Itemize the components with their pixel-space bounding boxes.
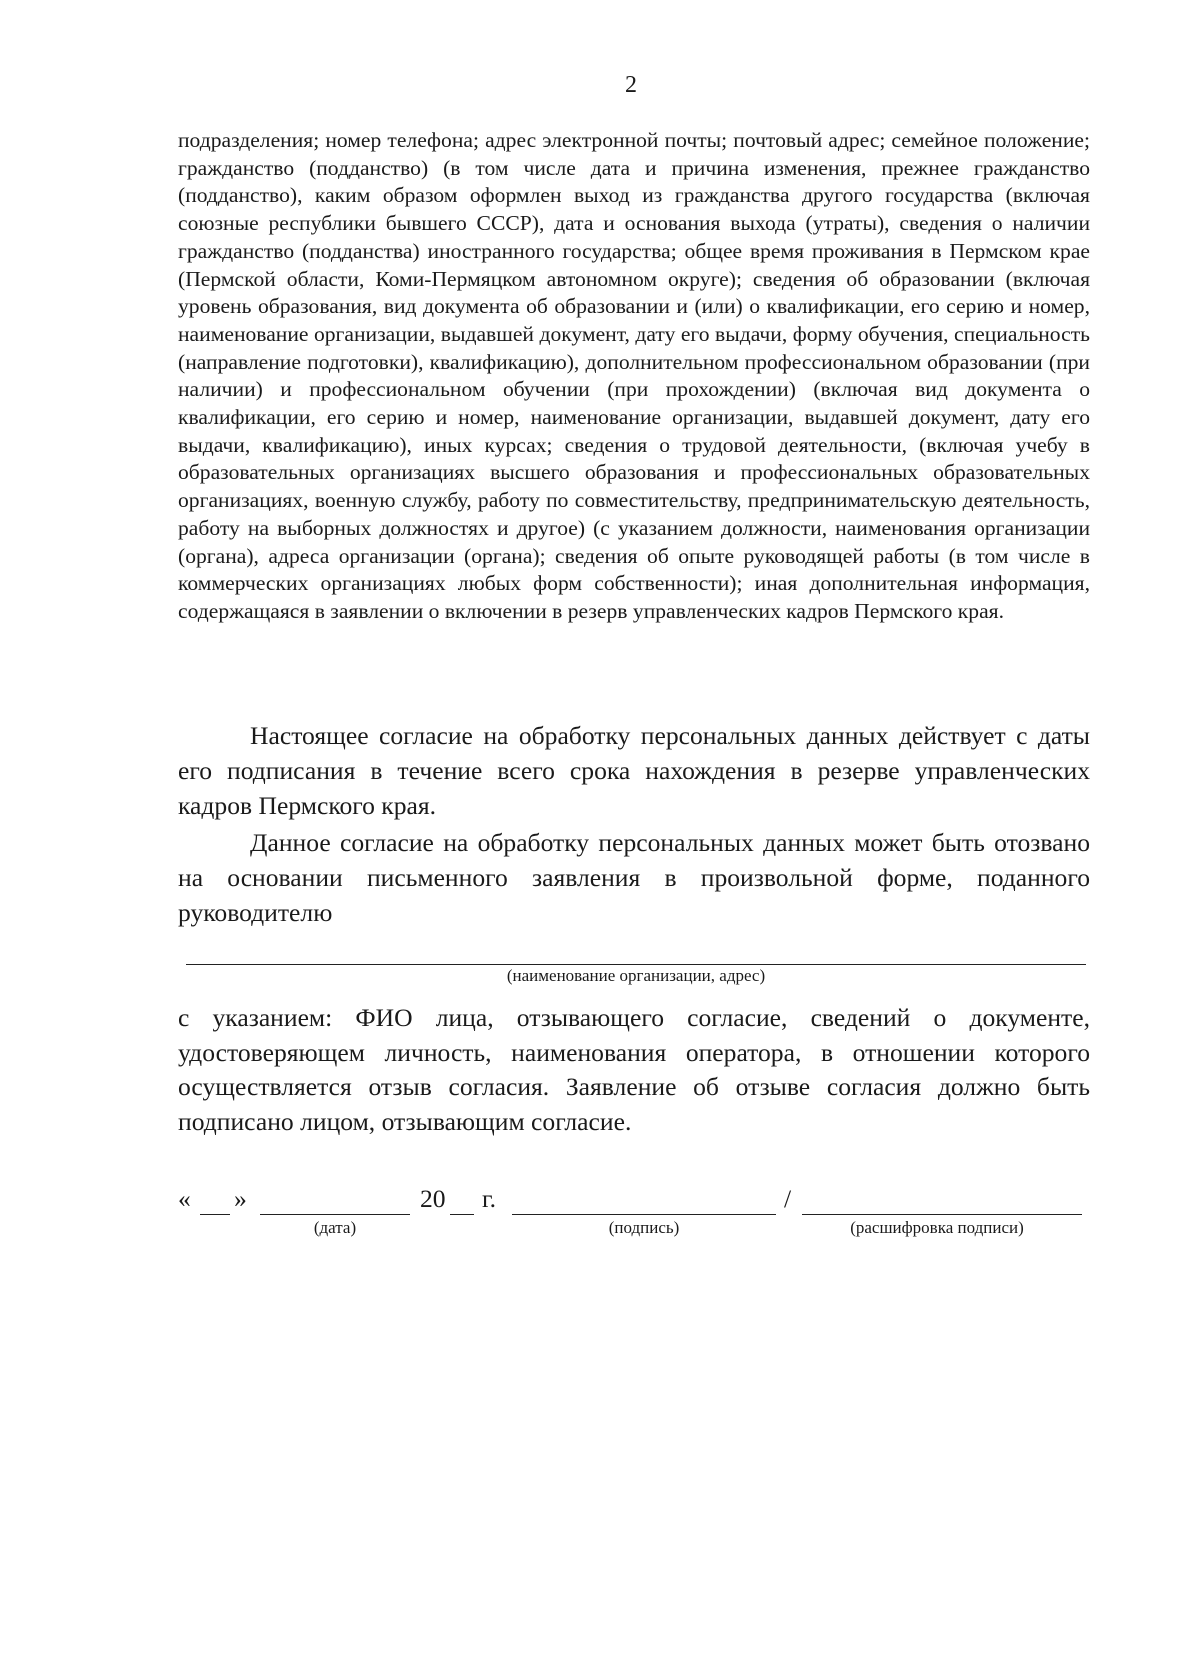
month-fill-line[interactable] [260,1214,410,1215]
year-prefix: 20 [420,1184,446,1213]
decoding-fill-line[interactable] [802,1214,1082,1215]
decoding-caption: (расшифровка подписи) [850,1218,1024,1237]
signature-caption: (подпись) [608,1218,680,1237]
consent-revocation-paragraph: Данное согласие на обработку персональных данных может быть отозвано на основании письменного заявления в произвольной форме, поданного руководителю [178,828,1090,927]
year-suffix: г. [482,1184,497,1213]
signature-fill-line[interactable] [512,1214,776,1215]
day-fill-line[interactable] [200,1214,230,1215]
date-caption: (дата) [313,1218,357,1237]
page-number: 2 [625,72,637,98]
year-fill-line[interactable] [450,1214,474,1215]
signature-slash: / [784,1184,792,1213]
revocation-requirements-paragraph: с указанием: ФИО лица, отзывающего согласие, сведений о документе, удостоверяющем личность, наименования оператора, в отношении которого осуществляется отзыв согласия. Заявление об отзыве согласия должно быть подписано лицом, отзывающим согласие. [178,1003,1090,1136]
organization-fill-line[interactable] [186,964,1086,965]
personal-data-list-paragraph: подразделения; номер телефона; адрес электронной почты; почтовый адрес; семейное положение; гражданство (подданство) (в том числе дата и причина изменения, прежнее гражданство (подданство), каким образом оформлен выход из гражданства другого государства (включая союзные республики бывшего СССР), дата и основания выхода (утраты), сведения о наличии гражданство (подданства) иностранного государства; общее время проживания в Пермском крае (Пермской области, Коми-Пермяцком автономном округе); сведения об образовании (включая уровень образования, вид документа об образовании и (или) о квалификации, его серию и номер, наименование организации, выдавшей документ, дату его выдачи, форму обучения, специальность (направление подготовки), квалификацию), дополнительном профессиональном образовании (при наличии) и профессиональном обучении (при прохождении) (включая вид документа о квалификации, его серию и номер, наименование организации, выдавшей документ, дату его выдачи, квалификацию), иных курсах; сведения о трудовой деятельности, (включая учебу в образовательных организациях высшего образования и профессиональных образовательных организациях, военную службу, работу по совместительству, предпринимательскую деятельность, работу на выборных должностях и другое) (с указанием должности, наименования организации (органа), адреса организации (органа); сведения об опыте руководящей работы (в том числе в коммерческих организациях любых форм собственности); иная дополнительная информация, содержащаяся в заявлении о включении в резерв управленческих кадров Пермского края. [178,128,1090,623]
quote-open: « [178,1184,191,1213]
signature-row [178,1184,1090,1244]
consent-validity-paragraph: Настоящее согласие на обработку персональных данных действует с даты его подписания в течение всего срока нахождения в резерве управленческих кадров Пермского края. [178,721,1090,820]
quote-close: » [234,1184,247,1213]
organization-caption: (наименование организации, адрес) [506,966,766,985]
